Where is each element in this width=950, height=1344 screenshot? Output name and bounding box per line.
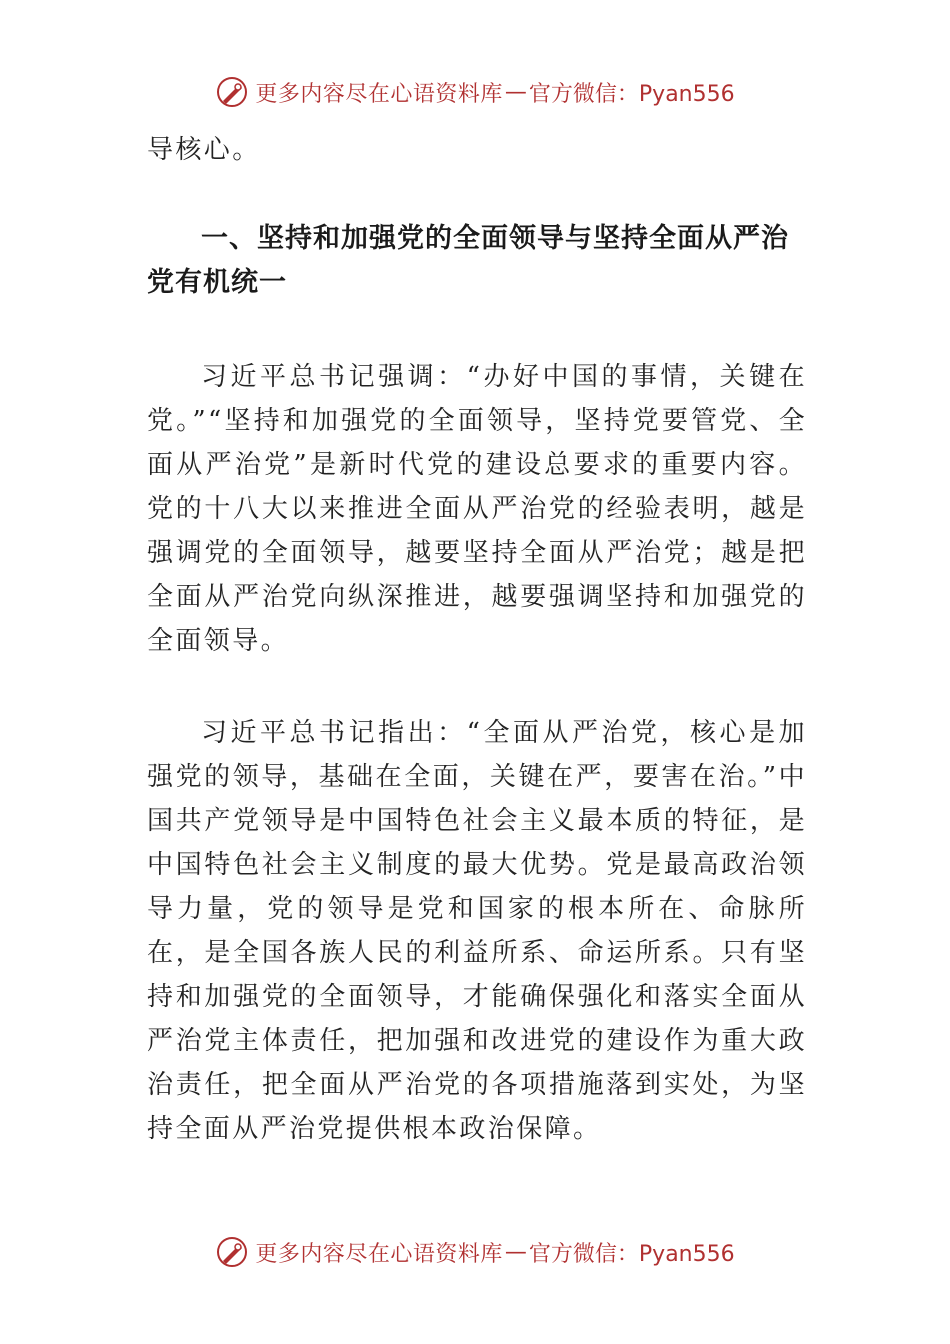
section-heading: 一、坚持和加强党的全面领导与坚持全面从严治党有机统一 (147, 223, 789, 298)
document-body (147, 128, 807, 1199)
footer-banner-text: 更多内容尽在心语资料库 (255, 1241, 503, 1267)
paragraph-2: 习近平总书记指出：“全面从严治党，核心是加强党的领导，基础在全面，关键在严，要害在治。”中国共产党领导是中国特色社会主义最本质的特征，是中国特色社会主义制度的最大优势。党是最高政治领导力量，党的领导是党和国家的根本所在、命脉所在，是全国各族人民的利益所系、命运所系。只有坚持和加强党的全面领导，才能确保强化和落实全面从严治党主体责任，把加强和改进党的建设作为重大政治责任，把全面从严治党的各项措施落到实处，为坚持全面从严治党提供根本政治保障。 (147, 718, 807, 1144)
header-wechat: 官方微信：Pyan556 (528, 81, 735, 107)
pen-nib-logo-icon (215, 1235, 249, 1269)
footer-banner (0, 1232, 950, 1272)
footer-separator: — (504, 1239, 527, 1265)
header-banner (0, 72, 950, 112)
footer-wechat: 官方微信：Pyan556 (528, 1241, 735, 1267)
continuation-text: 导核心。 (147, 135, 261, 165)
pen-nib-logo-icon (215, 75, 249, 109)
header-separator: — (504, 79, 527, 105)
paragraph-1: 习近平总书记强调：“办好中国的事情，关键在党。”“坚持和加强党的全面领导，坚持党要管党、全面从严治党”是新时代党的建设总要求的重要内容。党的十八大以来推进全面从严治党的经验表明，越是强调党的全面领导，越要坚持全面从严治党；越是把全面从严治党向纵深推进，越要强调坚持和加强党的全面领导。 (147, 362, 807, 656)
header-banner-text: 更多内容尽在心语资料库 (255, 81, 503, 107)
